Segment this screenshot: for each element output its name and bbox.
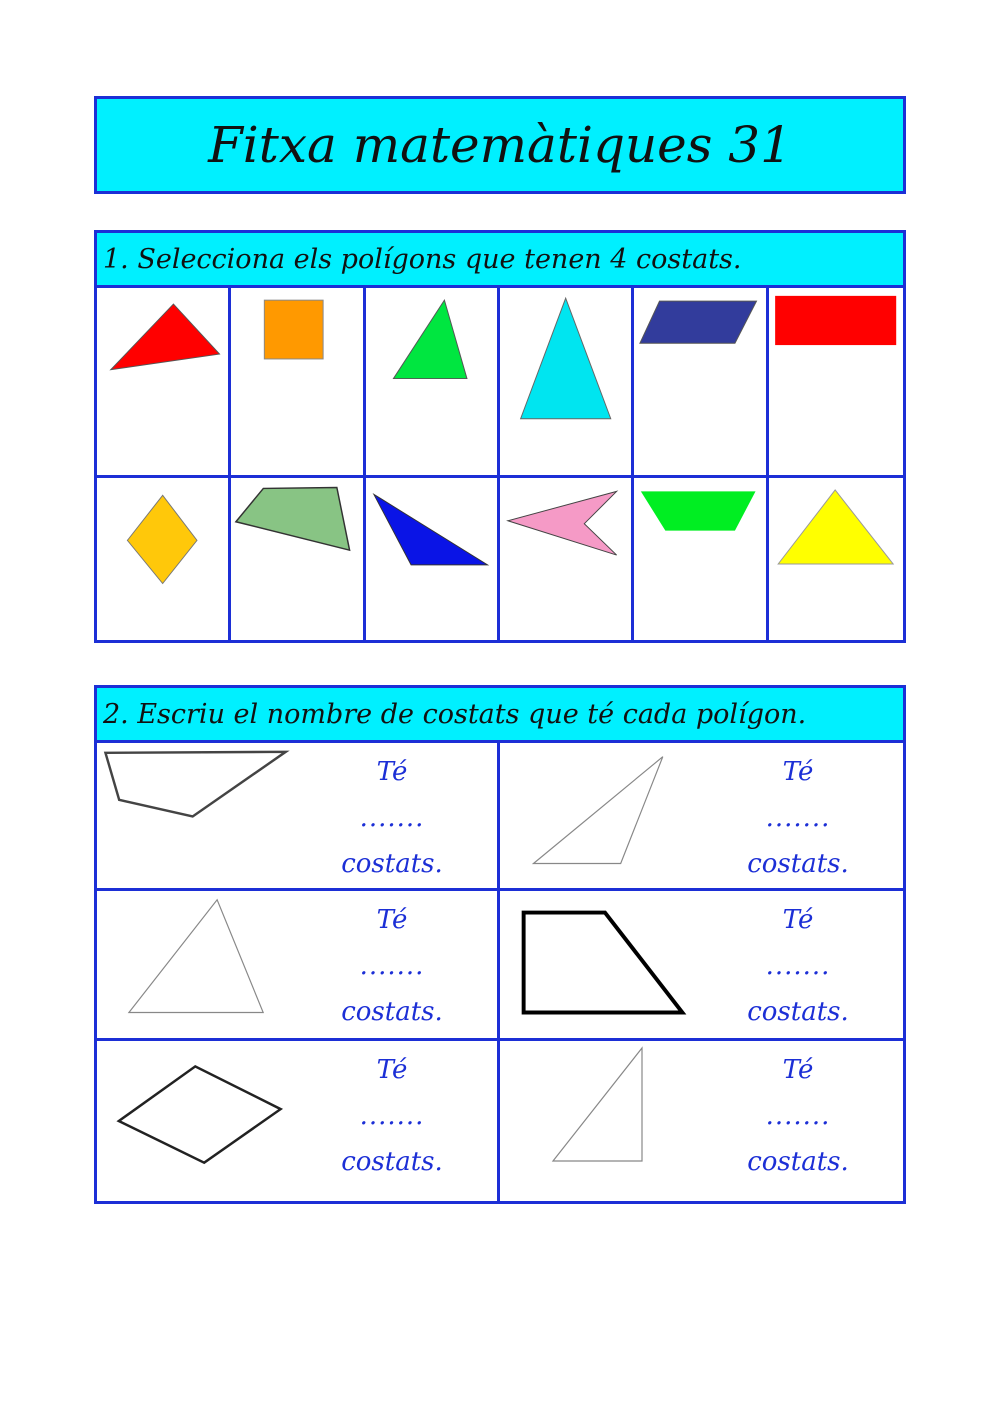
shape-cell-red-rectangle[interactable] bbox=[769, 288, 903, 478]
shape-cell-green-trapezoid[interactable] bbox=[634, 478, 768, 640]
section-2-heading: 2. Escriu el nombre de costats que té cada polígon. bbox=[103, 698, 807, 730]
answer-blank[interactable]: ....... bbox=[359, 803, 425, 833]
polygon-grid bbox=[97, 288, 903, 640]
navy-parallelogram-shape bbox=[634, 288, 765, 475]
shape-cell-green-triangle[interactable] bbox=[366, 288, 500, 478]
shape-cell-yellow-rhombus[interactable] bbox=[97, 478, 231, 640]
count-item-6 bbox=[500, 1041, 903, 1201]
red-rectangle-shape bbox=[769, 288, 903, 475]
shape-cell-navy-parallelogram[interactable] bbox=[634, 288, 768, 478]
costats-label: costats. bbox=[341, 849, 443, 879]
count-item-2 bbox=[500, 743, 903, 891]
costats-label: costats. bbox=[747, 849, 849, 879]
count-sides-grid bbox=[97, 743, 903, 1201]
shape-cell-red-triangle[interactable] bbox=[97, 288, 231, 478]
te-label: Té bbox=[376, 905, 408, 935]
costats-label: costats. bbox=[747, 1147, 849, 1177]
te-label: Té bbox=[782, 757, 814, 787]
count-item-4 bbox=[500, 891, 903, 1041]
te-label: Té bbox=[782, 905, 814, 935]
section-count-sides bbox=[94, 685, 906, 1204]
count-item-3 bbox=[97, 891, 500, 1041]
answer-block bbox=[327, 749, 457, 887]
te-label: Té bbox=[376, 1055, 408, 1085]
section-select-polygons bbox=[94, 230, 906, 643]
blue-triangle-shape bbox=[366, 478, 497, 640]
shape-cell-blue-triangle[interactable] bbox=[366, 478, 500, 640]
yellow-triangle-shape bbox=[769, 478, 903, 640]
answer-block bbox=[733, 1047, 863, 1185]
worksheet-title-box bbox=[94, 96, 906, 194]
answer-blank[interactable]: ....... bbox=[765, 951, 831, 981]
answer-block bbox=[327, 897, 457, 1035]
sage-quadrilateral-shape bbox=[231, 478, 362, 640]
green-trapezoid-shape bbox=[634, 478, 765, 640]
green-triangle-shape bbox=[366, 288, 497, 475]
count-item-5 bbox=[97, 1041, 500, 1201]
red-triangle-shape bbox=[97, 288, 228, 475]
answer-block bbox=[327, 1047, 457, 1185]
cyan-triangle-shape bbox=[500, 288, 631, 475]
answer-block bbox=[733, 749, 863, 887]
answer-blank[interactable]: ....... bbox=[765, 803, 831, 833]
shape-cell-orange-square[interactable] bbox=[231, 288, 365, 478]
shape-cell-sage-quadrilateral[interactable] bbox=[231, 478, 365, 640]
pink-arrow-shape bbox=[500, 478, 631, 640]
worksheet-title: Fitxa matemàtiques 31 bbox=[208, 116, 792, 174]
answer-blank[interactable]: ....... bbox=[765, 1101, 831, 1131]
section-1-heading: 1. Selecciona els polígons que tenen 4 costats. bbox=[103, 243, 742, 275]
te-label: Té bbox=[782, 1055, 814, 1085]
costats-label: costats. bbox=[747, 997, 849, 1027]
yellow-rhombus-shape bbox=[97, 478, 228, 640]
answer-blank[interactable]: ....... bbox=[359, 1101, 425, 1131]
shape-cell-pink-arrow[interactable] bbox=[500, 478, 634, 640]
section-2-header bbox=[97, 688, 903, 743]
orange-square-shape bbox=[231, 288, 362, 475]
section-1-header bbox=[97, 233, 903, 288]
shape-cell-cyan-triangle[interactable] bbox=[500, 288, 634, 478]
shape-cell-yellow-triangle[interactable] bbox=[769, 478, 903, 640]
costats-label: costats. bbox=[341, 997, 443, 1027]
answer-block bbox=[733, 897, 863, 1035]
count-item-1 bbox=[97, 743, 500, 891]
costats-label: costats. bbox=[341, 1147, 443, 1177]
te-label: Té bbox=[376, 757, 408, 787]
answer-blank[interactable]: ....... bbox=[359, 951, 425, 981]
